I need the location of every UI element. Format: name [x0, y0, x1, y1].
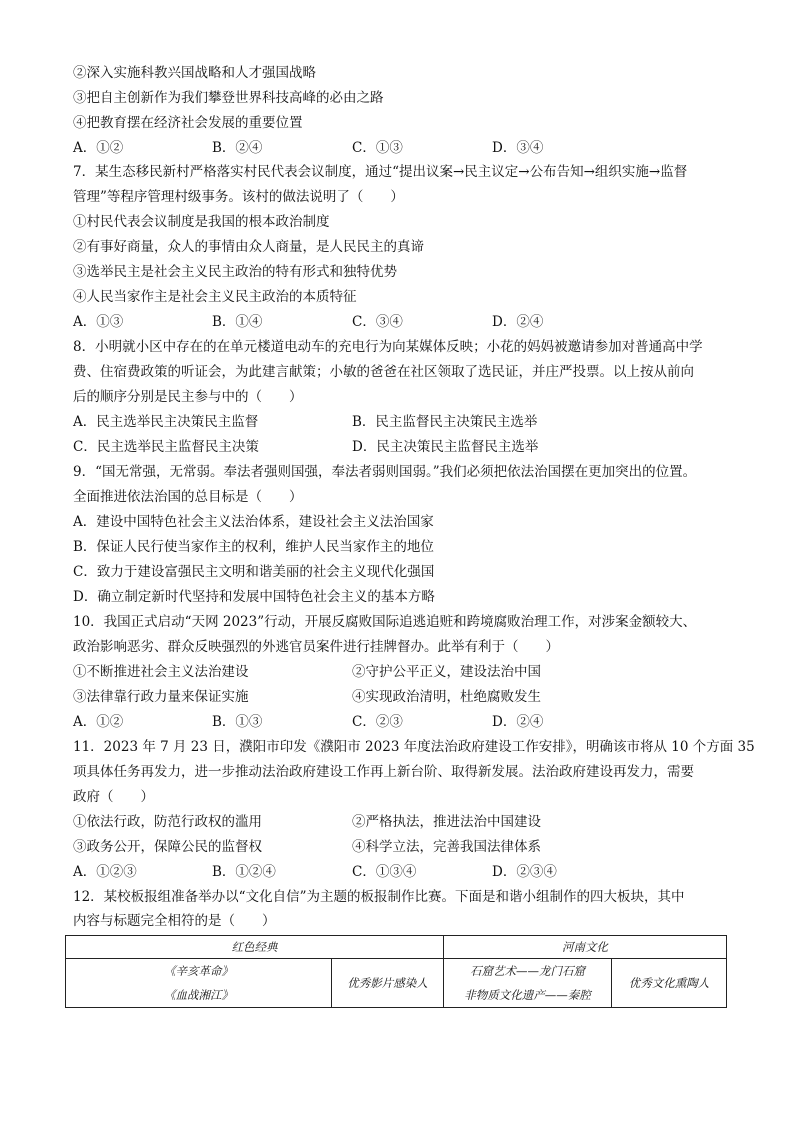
answer-choice: D．②③④: [492, 864, 557, 880]
answer-choice: C．①③④: [352, 864, 417, 880]
option-line: ②严格执法，推进法治中国建设: [352, 814, 541, 830]
question-7-stem: 7．某生态移民新村严格落实村民代表会议制度，通过“提出议案→民主议定→公布告知→组织实施→监督: [73, 164, 688, 180]
option-line: ③选举民主是社会主义民主政治的特有形式和独特优势: [73, 264, 397, 280]
question-11-stem: 政府（ ）: [73, 789, 154, 805]
answer-choice: B．①②④: [212, 864, 276, 880]
option-line: ④科学立法，完善我国法律体系: [352, 839, 541, 855]
cell-line: 《血战湘江》: [164, 988, 233, 1002]
table-header-henan-culture: 河南文化: [444, 936, 727, 959]
question-10-stem: 政治影响恶劣、群众反映强烈的外逃官员案件进行挂牌督办。此举有利于（ ）: [73, 639, 559, 655]
board-table: [65, 935, 727, 1008]
table-header-red-classics: 红色经典: [66, 936, 444, 959]
table-cell-film-title: 优秀影片感染人: [332, 959, 444, 1008]
question-11-stem: 项具体任务再发力，进一步推动法治政府建设工作再上新台阶、取得新发展。法治政府建设再发力，需要: [73, 764, 694, 780]
answer-choice: A．民主选举民主决策民主监督: [73, 414, 259, 430]
answer-choice: B．②④: [212, 140, 263, 156]
cell-line: 《辛亥革命》: [164, 964, 233, 978]
option-line: ①村民代表会议制度是我国的根本政治制度: [73, 214, 330, 230]
answer-choice: D．②④: [492, 714, 544, 730]
answer-choice: C．致力于建设富强民主文明和谐美丽的社会主义现代化强国: [73, 564, 435, 580]
answer-choice: D．民主决策民主监督民主选举: [352, 439, 539, 455]
option-line: ②有事好商量，众人的事情由众人商量，是人民民主的真谛: [73, 239, 424, 255]
question-8-stem: 费、住宿费政策的听证会，为此建言献策；小敏的爸爸在社区领取了选民证，并庄严投票。以上按从前向: [73, 364, 694, 380]
cell-line: 非物质文化遗产——秦腔: [464, 988, 591, 1002]
answer-choice: C．②③: [352, 714, 403, 730]
option-line: ①不断推进社会主义法治建设: [73, 664, 249, 680]
answer-choice: A．①③: [73, 314, 124, 330]
table-cell-culture-title: 优秀文化熏陶人: [612, 959, 727, 1008]
question-11-stem: 11．2023 年 7 月 23 日，濮阳市印发《濮阳市 2023 年度法治政府建设工作安排》，明确该市将从 10 个方面 35: [73, 739, 755, 755]
cell-line: 石窟艺术——龙门石窟: [470, 964, 585, 978]
option-line: ②守护公平正义，建设法治中国: [352, 664, 541, 680]
question-12-stem: 12．某校板报组准备举办以“文化自信”为主题的板报制作比赛。下面是和谐小组制作的四大板块，其中: [73, 889, 685, 905]
question-9-stem: 全面推进依法治国的总目标是（ ）: [73, 489, 303, 505]
question-12-stem: 内容与标题完全相符的是（ ）: [73, 913, 276, 929]
answer-choice: D．②④: [492, 314, 544, 330]
answer-choice: B．①③: [212, 714, 263, 730]
answer-choice: D．确立制定新时代坚持和发展中国特色社会主义的基本方略: [73, 589, 435, 605]
option-line: ④把教育摆在经济社会发展的重要位置: [73, 115, 303, 131]
answer-choice: A．①②: [73, 714, 124, 730]
option-line: ①依法行政，防范行政权的滥用: [73, 814, 262, 830]
table-cell-films: [66, 959, 332, 1008]
answer-choice: B．民主监督民主决策民主选举: [352, 414, 538, 430]
question-8-stem: 8．小明就小区中存在的在单元楼道电动车的充电行为向某媒体反映；小花的妈妈被邀请参加对普通高中学: [73, 339, 703, 355]
option-line: ②深入实施科教兴国战略和人才强国战略: [73, 65, 316, 81]
question-9-stem: 9．“国无常强，无常弱。奉法者强则国强，奉法者弱则国弱。”我们必须把依法治国摆在更加突出的位置。: [73, 464, 697, 480]
option-line: ③法律靠行政力量来保证实施: [73, 689, 249, 705]
answer-choice: C．①③: [352, 140, 403, 156]
option-line: ③政务公开，保障公民的监督权: [73, 839, 262, 855]
answer-choice: A．①②: [73, 140, 124, 156]
answer-choice: C．③④: [352, 314, 403, 330]
option-line: ③把自主创新作为我们攀登世界科技高峰的必由之路: [73, 90, 384, 106]
question-10-stem: 10．我国正式启动“天网 2023”行动，开展反腐败国际追逃追赃和跨境腐败治理工作，对涉案金额较大、: [73, 614, 697, 630]
answer-choice: A．建设中国特色社会主义法治体系，建设社会主义法治国家: [73, 514, 434, 530]
answer-choice: D．③④: [492, 140, 544, 156]
answer-choice: A．①②③: [73, 864, 137, 880]
answer-choice: B．①④: [212, 314, 263, 330]
question-7-stem: 管理”等程序管理村级事务。该村的做法说明了（ ）: [73, 189, 404, 205]
option-line: ④实现政治清明，杜绝腐败发生: [352, 689, 541, 705]
table-cell-culture: [444, 959, 612, 1008]
question-8-stem: 后的顺序分别是民主参与中的（ ）: [73, 389, 303, 405]
answer-choice: B．保证人民行使当家作主的权利，维护人民当家作主的地位: [73, 539, 434, 555]
answer-choice: C．民主选举民主监督民主决策: [73, 439, 259, 455]
option-line: ④人民当家作主是社会主义民主政治的本质特征: [73, 289, 357, 305]
